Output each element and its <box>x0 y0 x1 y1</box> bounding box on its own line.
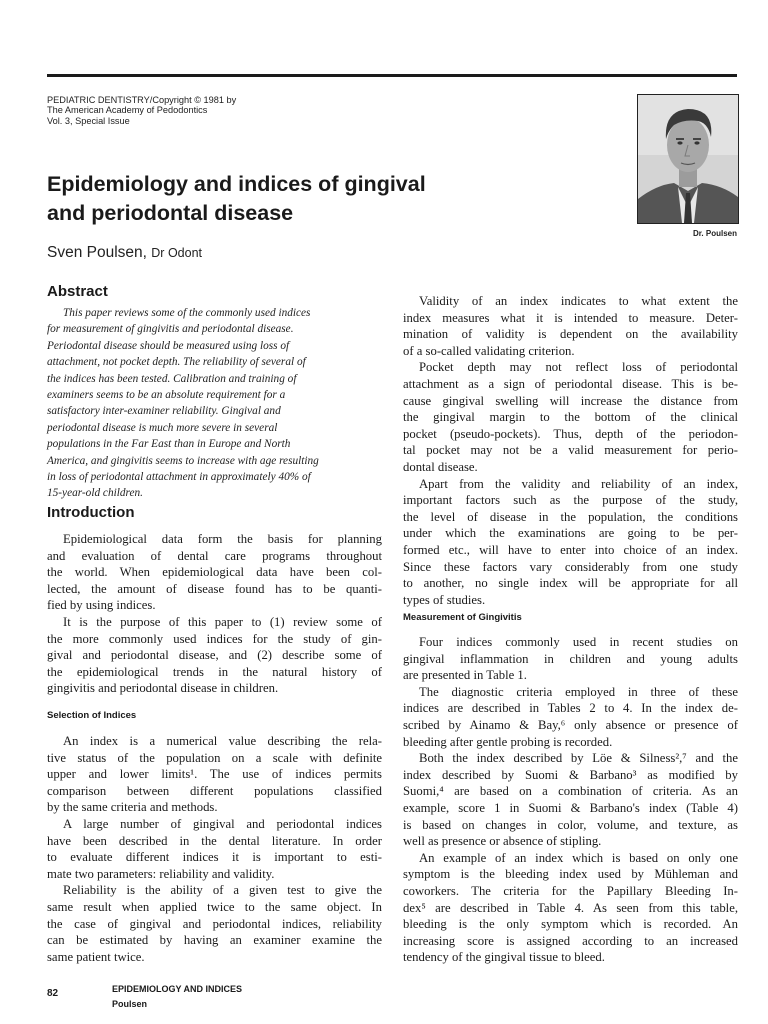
text-line: formed etc., will have to enter into choice of an index. <box>403 542 738 557</box>
selection-heading: Selection of Indices <box>47 710 137 721</box>
text-line: under which the examinations are going to be per- <box>403 526 738 541</box>
text-line: scribed by Ainamo & Bay,⁶ only absence or presence of <box>403 717 738 732</box>
text-line: are presented in Table 1. <box>403 668 527 683</box>
abstract-line: Periodontal disease should be measured using loss of <box>47 339 290 352</box>
text-line: An example of an index which is based on only one <box>419 850 738 865</box>
title-line: Epidemiology and indices of gingival <box>47 172 426 196</box>
text-line: the more commonly used indices for the study of gin- <box>47 631 382 646</box>
text-line: same patient twice. <box>47 949 145 964</box>
journal-line: PEDIATRIC DENTISTRY/Copyright © 1981 by <box>47 95 237 105</box>
text-line: Four indices commonly used in recent studies on <box>419 635 738 649</box>
text-line: gival and periodontal disease, and (2) describe some of <box>47 648 382 663</box>
text-line: example, score 1 in Suomi & Barbano's index (Table 4) <box>403 800 738 815</box>
journal-info <box>47 95 377 126</box>
text-line: dex⁵ are described in Table 4. As seen from this table, <box>403 900 738 915</box>
text-line: Validity of an index indicates to what extent the <box>419 294 738 308</box>
text-line: tendency of the gingival tissue to bleed. <box>403 950 605 965</box>
abstract-line: attachment, not pocket depth. The reliability of several of <box>47 356 306 369</box>
text-line: is based on changes in color, volume, and texture, as <box>403 817 738 832</box>
text-line: to another, no single index will be appropriate for all <box>403 576 738 591</box>
text-line: the epidemiological trends in the natural history of <box>47 664 382 679</box>
text-line: the world. When epidemiological data have been col- <box>47 565 382 580</box>
abstract-heading: Abstract <box>47 283 108 300</box>
text-line: to evaluate different indices it is important to esti- <box>47 850 382 865</box>
text-line: Pocket depth may not reflect loss of periodontal <box>419 360 738 375</box>
measurement-heading: Measurement of Gingivitis <box>403 612 522 623</box>
text-line: pocket (pseudo-pockets). Thus, depth of the periodon- <box>403 426 738 441</box>
author-byline <box>47 244 202 262</box>
abstract-line: for measurement of gingivitis and periodontal disease. <box>47 323 294 336</box>
text-line: important factors such as the purpose of the study, <box>403 493 738 508</box>
text-line: indices are described in Tables 2 to 4. In the index de- <box>403 701 738 716</box>
text-line: cause gingival swelling will increase the distance from <box>403 393 738 408</box>
text-line: Epidemiological data form the basis for planning <box>63 532 382 546</box>
author-degree: Dr Odont <box>151 246 202 260</box>
journal-line: Vol. 3, Special Issue <box>47 115 130 126</box>
author-name: Sven Poulsen, <box>47 244 147 261</box>
text-line: Since these factors vary considerably from one study <box>403 559 738 574</box>
text-line: by the same criteria and methods. <box>47 800 218 815</box>
journal-line: The American Academy of Pedodontics <box>47 105 208 116</box>
text-line: Reliability is the ability of a given test to give the <box>63 883 382 898</box>
text-line: can be estimated by having an examiner examine the <box>47 933 382 948</box>
text-line: index measures what it is intended to measure. Deter- <box>403 310 738 325</box>
text-line: same result when applied twice to the same object. In <box>47 899 382 914</box>
top-rule <box>47 74 737 77</box>
title-line: and periodontal disease <box>47 201 294 225</box>
abstract-line: This paper reviews some of the commonly used indices <box>63 307 311 319</box>
text-line: A large number of gingival and periodontal indices <box>63 816 382 831</box>
text-line: the level of disease in the population, the conditions <box>403 509 738 524</box>
text-line: Suomi,⁴ are based on a combination of criteria. As an <box>403 784 738 799</box>
text-line: coworkers. The criteria for the Papillary Bleeding In- <box>403 883 738 898</box>
text-line: index described by Suomi & Barbano³ as modified by <box>403 767 738 782</box>
text-line: bleeding is the only symptom which is recorded. An <box>403 917 738 932</box>
text-line: Apart from the validity and reliability of an index, <box>419 476 738 491</box>
text-line: bleeding after gentle probing is recorded. <box>403 734 613 749</box>
text-line: the case of gingival and periodontal indices, reliability <box>47 916 382 931</box>
running-author: Poulsen <box>112 999 148 1009</box>
text-line: tal pocket may not be a valid measurement for perio- <box>403 443 738 458</box>
text-line: gingival inflammation in children and young adults <box>403 651 738 666</box>
text-line: mate two parameters: reliability and validity. <box>47 866 275 881</box>
author-portrait-icon <box>638 95 738 223</box>
article-title <box>47 170 517 228</box>
text-line: attachment as a sign of periodontal disease. This is be- <box>403 376 738 391</box>
page-number: 82 <box>47 988 59 999</box>
text-line: dontal disease. <box>403 459 478 474</box>
text-line: lected, the amount of disease found has to be quanti- <box>47 581 382 596</box>
text-line: Both the index described by Löe & Silness²,⁷ and the <box>419 751 738 766</box>
text-line: have been described in the dental literature. In order <box>47 833 382 848</box>
abstract-line: 15-year-old children. <box>47 487 143 500</box>
author-photo <box>637 94 739 224</box>
abstract-line: populations in the Far East than in Europe and North <box>47 438 291 451</box>
text-line: comparison between different populations classified <box>47 783 382 798</box>
introduction-body <box>47 531 382 697</box>
text-line: increasing score is assigned according to an increased <box>403 933 738 948</box>
running-head <box>112 982 242 1012</box>
text-line: of a so-called validating criterion. <box>403 343 575 358</box>
text-line: types of studies. <box>403 592 486 607</box>
abstract-line: satisfactory inter-examiner reliability. Gingival and <box>47 405 281 418</box>
abstract-body <box>47 305 369 502</box>
abstract-line: in loss of periodontal attachment in approximately 40% of <box>47 471 311 484</box>
validity-body <box>403 293 738 608</box>
text-line: The diagnostic criteria employed in three of these <box>419 684 738 699</box>
running-title: EPIDEMIOLOGY AND INDICES <box>112 984 243 994</box>
text-line: and evaluation of dental care programs throughout <box>47 548 382 563</box>
text-line: upper and lower limits¹. The use of indices permits <box>47 767 382 782</box>
abstract-line: America, and gingivitis seems to increase with age resulting <box>47 454 319 467</box>
text-line: fied by using indices. <box>47 598 156 613</box>
introduction-heading: Introduction <box>47 504 135 521</box>
abstract-line: the indices has been tested. Calibration and training of <box>47 372 297 385</box>
photo-caption: Dr. Poulsen <box>692 229 737 238</box>
text-line: tive status of the population on a scale with definite <box>47 750 382 765</box>
text-line: well as presence or absence of stipling. <box>403 834 602 849</box>
text-line: the gingival margin to the bottom of the clinical <box>403 410 738 425</box>
abstract-line: periodontal disease is much more severe in several <box>47 421 278 434</box>
text-line: An index is a numerical value describing the rela- <box>63 734 382 748</box>
selection-body <box>47 733 382 965</box>
abstract-line: examiners seems to be an absolute requirement for a <box>47 389 286 402</box>
measurement-body <box>403 634 738 966</box>
text-line: symptom is the bleeding index used by Mühleman and <box>403 867 738 882</box>
text-line: gingivitis and periodontal disease in children. <box>47 681 279 696</box>
text-line: It is the purpose of this paper to (1) review some of <box>63 614 382 629</box>
text-line: mination of validity is dependent on the availability <box>403 327 738 342</box>
